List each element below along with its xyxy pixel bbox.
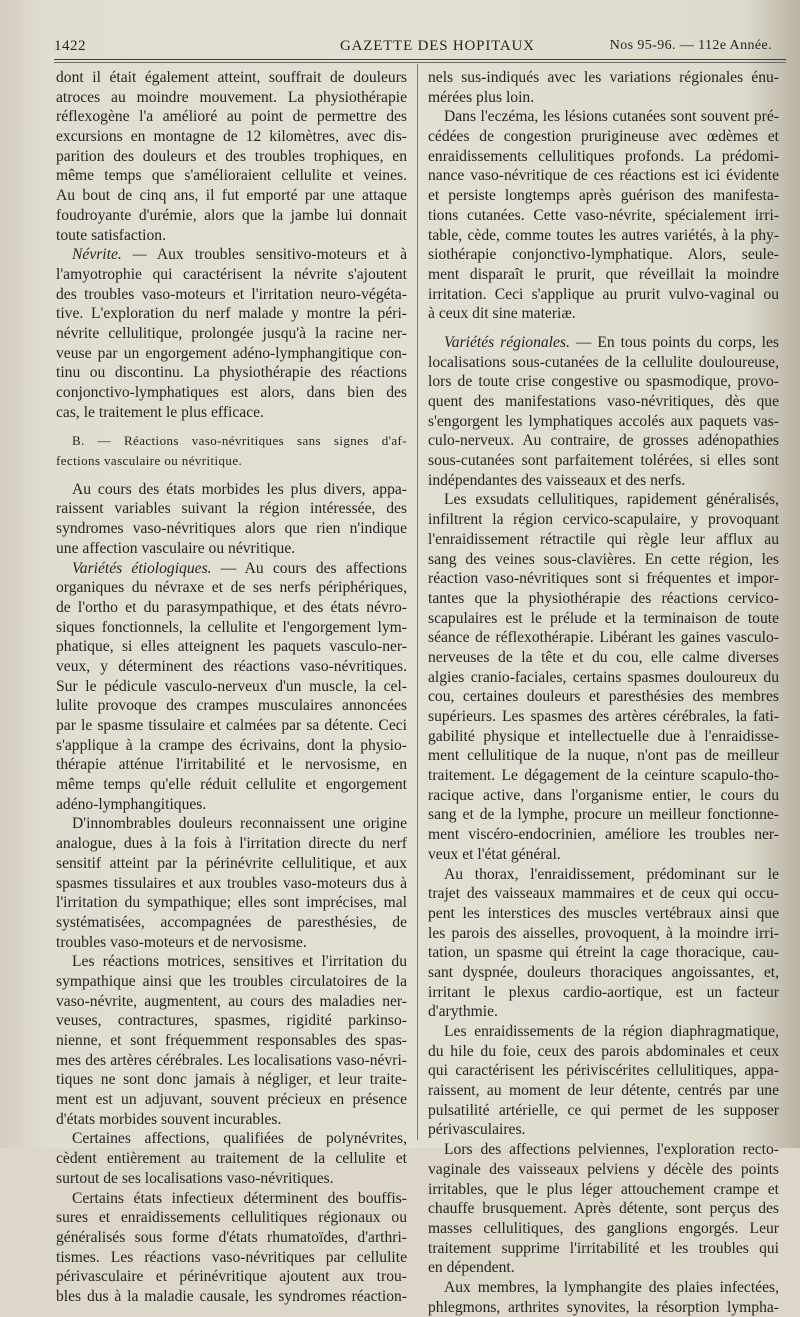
text-line [428, 628, 779, 648]
line-text: Certains états infectieux déterminent des bouffis- [72, 1189, 407, 1207]
line-text: nienne, et sont fréquemment responsables des spas- [56, 1032, 407, 1049]
line-text: Les réactions motrices, sensitives et l'irritation du [72, 953, 407, 971]
text-line [428, 285, 779, 305]
line-text: sang et de la lymphe, procure un meilleur fonctionne- [428, 806, 779, 824]
line-text: scapulaires est le prélude et la terminaison de toute [428, 609, 779, 627]
text-line [56, 854, 407, 874]
text-line [56, 834, 407, 854]
text-line [56, 1169, 407, 1189]
text-line [56, 657, 407, 677]
text-line [56, 795, 407, 815]
line-text: sant dyspnée, douleurs thoraciques angoissantes, et, [428, 963, 779, 981]
line-text: tinu ou discontinu. La physiothérapie des réactions [56, 364, 407, 382]
issue-info: Nos 95-96. — 112e Année. [609, 38, 772, 53]
text-line [56, 1189, 407, 1209]
line-text: enraidissements cellulitiques profonds. La prédomi- [428, 147, 779, 165]
line-text: des troubles vaso-moteurs et l'irritation neuro-végéta- [56, 285, 407, 303]
text-line [56, 206, 407, 226]
text-line [56, 285, 407, 305]
text-line [56, 578, 407, 598]
line-text: Aux membres, la lymphangite des plaies infectées, [444, 1278, 779, 1296]
text-line [428, 333, 779, 353]
line-text: table, cède, comme toutes les autres variétés, à la phy- [428, 226, 779, 244]
text-line [428, 353, 779, 373]
line-text: supérieurs. Les spasmes des artères cérébrales, la fati- [428, 708, 779, 725]
text-line [428, 412, 779, 432]
line-text: siothérapie conjonctivo-lymphatique. Alors, seule- [428, 246, 779, 264]
line-text: spasmes tissulaires et aux troubles vaso-moteurs dus à [56, 874, 407, 892]
line-text: sensitif atteint par la périnévrite cellulitique, et aux [56, 854, 407, 872]
line-text: D'innombrables douleurs reconnaissent une origine [72, 815, 407, 833]
text-line [428, 589, 779, 609]
text-line [56, 1031, 407, 1051]
left-column [56, 68, 407, 1307]
text-line [428, 924, 779, 944]
text-line [56, 1248, 407, 1268]
line-text: tantes que la physiothérapie des réactions cervico- [428, 589, 779, 607]
line-text: systématisées, accompagnées de paresthésies, de [56, 913, 407, 931]
text-line [56, 559, 407, 579]
line-text: parition des douleurs et des troubles trophiques, en [56, 147, 407, 165]
text-line [428, 127, 779, 147]
column-divider [417, 64, 418, 1140]
line-text: excursions en montagne de 12 kilomètres, avec dis- [56, 128, 407, 146]
text-line [428, 1022, 779, 1042]
text-line [56, 265, 407, 285]
text-line [428, 687, 779, 707]
line-text: troubles vaso-moteurs et de nervosisme. [56, 933, 307, 951]
text-line [56, 814, 407, 834]
text-line [428, 1081, 779, 1101]
line-text: réflexogène l'a amélioré au point de permettre des [56, 108, 407, 126]
text-line [56, 166, 407, 186]
line-text: nels sus-indiqués avec les variations régionales énu- [428, 69, 779, 86]
line-text: trajet des vaisseaux mammaires et de ceux qui occu- [428, 885, 779, 903]
text-line [428, 1101, 779, 1121]
text-line [428, 471, 779, 491]
text-line [56, 1287, 407, 1307]
text-line [428, 1199, 779, 1219]
text-line [428, 845, 779, 865]
text-line [428, 825, 779, 845]
text-line [56, 304, 407, 324]
text-line [56, 363, 407, 383]
text-line [56, 383, 407, 403]
header-rule [54, 59, 786, 60]
text-line [56, 755, 407, 775]
line-text: sang des veines sous-clavières. En cette région, les [428, 550, 779, 568]
line-text: pent les interstices des muscles vertébraux ainsi que [428, 904, 779, 922]
line-text: sures et enraidissements cellulitiques régionaux ou [56, 1209, 407, 1227]
text-line [56, 539, 407, 559]
right-column [428, 68, 779, 1317]
text-line [428, 265, 779, 285]
text-line [56, 403, 407, 423]
line-text: tive. L'exploration du nerf malade y montre la péri- [56, 305, 407, 323]
text-line [428, 609, 779, 629]
text-line [428, 865, 779, 885]
text-line [56, 499, 407, 519]
text-line [56, 1011, 407, 1031]
line-text: lulite provoque des crampes musculaires annoncées [56, 697, 407, 715]
text-line [428, 805, 779, 825]
line-text: par le spasme tissulaire et calmées par sa détente. Ceci [56, 717, 407, 734]
text-line [428, 372, 779, 392]
line-text: du hile du foie, ceux des parois abdominales et ceux [428, 1042, 779, 1060]
page-header [54, 38, 778, 58]
text-line [428, 904, 779, 924]
text-line [56, 107, 407, 127]
text-line [56, 186, 407, 206]
text-line [56, 127, 407, 147]
line-text: atroces au moindre mouvement. La physiothérapie [56, 88, 407, 106]
text-line [428, 510, 779, 530]
line-text: mérées plus loin. [428, 88, 535, 106]
line-text: ment cellulitique de la nuque, n'ont pas de meilleur [428, 747, 779, 765]
line-text: syndromes vaso-névritiques alors que rien n'indique [56, 520, 407, 538]
text-line [56, 972, 407, 992]
line-text: toute satisfaction. [56, 226, 166, 244]
text-line [428, 1258, 779, 1278]
line-text: — En tous points du corps, les [575, 333, 779, 351]
text-line [428, 245, 779, 265]
text-line [56, 324, 407, 344]
text-line [56, 1208, 407, 1228]
line-text: l'amyotrophie qui caractérisent la névrite s'ajoutent [56, 265, 407, 283]
text-line [428, 1180, 779, 1200]
line-text: infiltrent la région cervico-scapulaire, y provoquant [428, 511, 779, 529]
text-line [428, 304, 779, 324]
line-text: tismes. Les réactions vaso-névritiques par cellulite [56, 1248, 407, 1266]
line-text: masses cellulitiques, des ganglions engorgés. Leur [428, 1219, 779, 1237]
text-line [428, 746, 779, 766]
text-line [56, 598, 407, 618]
line-text: qui caractérisent les périviscérites cellulitiques, appa- [428, 1062, 779, 1080]
line-text: indépendantes des vaisseaux et des nerfs. [428, 471, 686, 489]
line-text: traitement. Le dégagement de la ceinture scapulo-tho- [428, 767, 779, 785]
text-line [428, 431, 779, 451]
line-text: cas, le traitement le plus efficace. [56, 403, 264, 421]
text-line [428, 451, 779, 471]
text-line [428, 1002, 779, 1022]
text-line [428, 226, 779, 246]
line-text: pulsatilité artérielle, ce qui permet de les supposer [428, 1101, 779, 1119]
line-text: généralisés sous forme d'états rhumatoïdes, d'arthri- [56, 1228, 407, 1246]
line-text: surtout de ses localisations vaso-névritiques. [56, 1169, 334, 1187]
line-text: Dans l'eczéma, les lésions cutanées sont souvent pré- [444, 108, 779, 126]
text-line [428, 727, 779, 747]
line-text: conjonctivo-lymphatiques est alors, dans bien des [56, 384, 407, 401]
text-line [428, 707, 779, 727]
line-text: réaction vaso-névritiques sont si fréquentes et impor- [428, 570, 779, 588]
line-text: Au bout de cinq ans, il fut emporté par une attaque [56, 187, 407, 205]
text-line [56, 480, 407, 500]
line-text: mes des artères cérébrales. Les localisations vaso-névri- [56, 1051, 407, 1069]
line-text: Les exsudats cellulitiques, rapidement généralisés, [444, 491, 779, 509]
line-text: Lors des affections pelviennes, l'exploration recto- [444, 1141, 779, 1159]
line-text: irritation. Ceci s'applique au prurit vulvo-vaginal ou [428, 285, 779, 303]
line-text: Certaines affections, qualifiées de polynévrites, [72, 1130, 407, 1148]
line-text: vaso-névrite, augmentent, au cours des maladies ner- [56, 992, 407, 1010]
text-line [428, 1298, 779, 1317]
text-line [428, 1160, 779, 1180]
line-text: cou, certaines douleurs et paresthésies des membres [428, 688, 779, 706]
text-line [428, 107, 779, 127]
text-line [56, 933, 407, 953]
text-line [56, 451, 407, 471]
text-line [428, 166, 779, 186]
text-line [428, 668, 779, 688]
line-text: ment disparaît le prurit, que réveillait la moindre [428, 265, 779, 283]
line-text: raissent, au moment de leur détente, centrés par une [428, 1082, 779, 1100]
line-text: sous-cutanées sont parfaitement tolérées, si elles sont [428, 452, 779, 470]
italic-heading: Variétés régionales. [444, 333, 570, 351]
line-text: cédées de congestion prurigineuse avec œdèmes et [428, 128, 779, 146]
line-text: adéno-lymphangitiques. [56, 795, 207, 813]
text-line [428, 884, 779, 904]
text-line [428, 147, 779, 167]
text-line [56, 992, 407, 1012]
line-text: vaginale des vaisseaux pelviens y décèle des points [428, 1160, 779, 1178]
line-text: bles dus à la maladie causale, les syndromes réaction- [56, 1287, 407, 1305]
line-text: chauffe brusquement. Après détente, sont perçus des [428, 1200, 779, 1218]
line-text: névrite cellulitique, prolongée jusqu'à la racine ner- [56, 324, 407, 342]
text-line [56, 1110, 407, 1130]
text-line [428, 1140, 779, 1160]
text-line [56, 775, 407, 795]
line-text: traitement supprime l'irritabilité et les troubles qui [428, 1239, 779, 1257]
text-line [56, 952, 407, 972]
text-line [56, 1228, 407, 1248]
line-text: périvasculaires. [428, 1121, 526, 1139]
line-text: et persiste longtemps après guérison des manifesta- [428, 187, 779, 205]
line-text: veux, y déterminent des réactions vaso-névritiques. [56, 657, 407, 675]
line-text: culo-nerveux. Au contraire, de grosses adénopathies [428, 432, 779, 450]
text-line [428, 1219, 779, 1239]
line-text: ment viscéro-endocrinien, améliore les troubles ner- [428, 826, 779, 844]
line-text: veuses, contractures, spasmes, rigidité parkinso- [56, 1012, 407, 1030]
line-text: d'états morbides souvent incurables. [56, 1110, 282, 1128]
text-line [56, 88, 407, 108]
text-line [56, 519, 407, 539]
text-line [56, 696, 407, 716]
text-line [56, 736, 407, 756]
text-line [428, 530, 779, 550]
line-text: racique active, dans l'organisme entier, le cours du [428, 786, 779, 804]
line-text: nance vaso-névritique de ces réactions est ici évidente [428, 167, 779, 185]
text-line [56, 1051, 407, 1071]
line-text: nerveuses de la tête et du cou, elle calme diverses [428, 648, 779, 666]
text-line [56, 677, 407, 697]
line-text: sympathique ainsi que les troubles circulatoires de la [56, 972, 407, 990]
line-text: s'applique à la crampe des écrivains, dont la physio- [56, 736, 407, 754]
line-text: foudroyante d'urémie, alors que la jambe lui donnait [56, 206, 407, 224]
text-line [56, 344, 407, 364]
line-text: phlegmons, arthrites synovites, la résorption lympha- [428, 1298, 779, 1316]
paragraph-gap [428, 324, 779, 333]
text-line [56, 1090, 407, 1110]
line-text: Au cours des états morbides les plus divers, appa- [72, 480, 407, 498]
text-line [428, 206, 779, 226]
text-line [428, 392, 779, 412]
line-text: Au thorax, l'enraidissement, prédominant sur le [444, 865, 779, 883]
line-text: une affection vasculaire ou névritique. [56, 539, 296, 557]
text-line [428, 648, 779, 668]
line-text: localisations sous-cutanées de la cellulite douloureuse, [428, 353, 779, 371]
text-line [428, 550, 779, 570]
line-text: à ceux dit sine materiæ. [428, 305, 576, 323]
text-line [428, 186, 779, 206]
text-line [428, 569, 779, 589]
text-line [428, 1120, 779, 1140]
italic-heading: Névrite. — [72, 246, 147, 264]
text-line [56, 874, 407, 894]
text-line [56, 1070, 407, 1090]
line-text: tions cutanées. Cette vaso-névrite, spécialement irri- [428, 206, 779, 224]
text-line [56, 716, 407, 736]
line-text: tation, un spasme qui étreint la cage thoracique, cau- [428, 944, 779, 962]
line-text: Les enraidissements de la région diaphragmatique, [444, 1023, 779, 1040]
text-line [56, 226, 407, 246]
text-line [428, 1239, 779, 1259]
text-line [56, 913, 407, 933]
line-text: B. — Réactions vaso-névritiques sans signes d'af- [72, 433, 407, 449]
text-line [56, 893, 407, 913]
text-line [428, 766, 779, 786]
line-text: fections vasculaire ou névritique. [56, 453, 243, 469]
line-text: quent des manifestations vaso-névritiques, dès que [428, 393, 779, 410]
text-line [56, 1129, 407, 1149]
text-line [56, 147, 407, 167]
paragraph-gap [56, 422, 407, 431]
line-text: dont il était également atteint, souffrait de douleurs [56, 69, 407, 86]
text-line [428, 983, 779, 1003]
text-line [428, 490, 779, 510]
line-text: même temps que s'amélioraient cellulite et veines. [56, 167, 407, 185]
text-line [56, 1267, 407, 1287]
text-line [428, 943, 779, 963]
text-line [428, 1061, 779, 1081]
line-text: phatique, si elles atteignent les paquets vasculo-ner- [56, 638, 407, 656]
line-text: — Au cours des affections [220, 559, 407, 577]
text-line [428, 1278, 779, 1298]
line-text: Aux troubles sensitivo-moteurs et à [156, 246, 407, 264]
line-text: gabilité physique et intellectuelle due à l'enraidisse- [428, 727, 779, 745]
line-text: thérapie atténue l'irritabilité et le nervosisme, en [56, 756, 407, 774]
text-line [428, 88, 779, 108]
line-text: Sur le pédicule vasculo-nerveux d'un muscle, la cel- [56, 677, 407, 695]
line-text: en dépendent. [428, 1259, 515, 1277]
paragraph-gap [56, 471, 407, 480]
line-text: les parois des aisselles, provoquent, à la moindre irri- [428, 924, 779, 942]
line-text: l'enraidissement rétractile qui règle leur afflux au [428, 530, 779, 548]
line-text: cèdent entièrement au traitement de la cellulite et [56, 1150, 407, 1168]
italic-heading: Variétés étiologiques. [72, 559, 212, 577]
line-text: organiques du névraxe et de ses nerfs périphériques, [56, 579, 407, 597]
line-text: raissent variables suivant la région intéressée, des [56, 500, 407, 518]
text-line [56, 431, 407, 451]
line-text: même temps qu'elle réduit cellulite et engorgement [56, 776, 407, 794]
line-text: veuse par un engorgement adéno-lymphangitique con- [56, 344, 407, 362]
text-line [428, 1042, 779, 1062]
line-text: algies cranio-faciales, certains spasmes douloureux du [428, 668, 779, 686]
header-rule-double [54, 62, 786, 63]
text-line [56, 1149, 407, 1169]
line-text: s'engorgent les lymphatiques accolés aux paquets vas- [428, 412, 779, 430]
line-text: l'irritation du sympathique; elles sont imprécises, mal [56, 894, 407, 912]
text-line [56, 637, 407, 657]
line-text: tiques ne sont donc jamais à négliger, et leur traite- [56, 1071, 407, 1089]
line-text: d'arythmie. [428, 1003, 498, 1021]
publication-title: GAZETTE DES HOPITAUX [340, 38, 535, 54]
text-line [428, 68, 779, 88]
line-text: siques fonctionnels, la cellulite et l'engorgement lym- [56, 618, 407, 636]
text-line [56, 618, 407, 638]
line-text: irritant le plexus cardio-aortique, est un facteur [428, 983, 779, 1001]
text-line [56, 245, 407, 265]
line-text: séance de réflexothérapie. Libérant les gaines vasculo- [428, 629, 779, 647]
line-text: lors de toute crise congestive ou spasmodique, provo- [428, 373, 779, 391]
text-line [428, 963, 779, 983]
line-text: ment est un adjuvant, souvent précieux en présence [56, 1091, 407, 1109]
line-text: veux et l'état général. [428, 845, 561, 863]
line-text: périvasculaire et périnévritique ajoutent aux trou- [56, 1268, 407, 1286]
page-number: 1422 [54, 38, 86, 54]
line-text: irritables, que le plus léger attouchement crampe et [428, 1180, 779, 1198]
text-line [56, 68, 407, 88]
line-text: de l'ortho et du parasympathique, et des états névro- [56, 598, 407, 616]
line-text: analogue, dues à la fois à l'irritation directe du nerf [56, 835, 407, 853]
text-line [428, 786, 779, 806]
